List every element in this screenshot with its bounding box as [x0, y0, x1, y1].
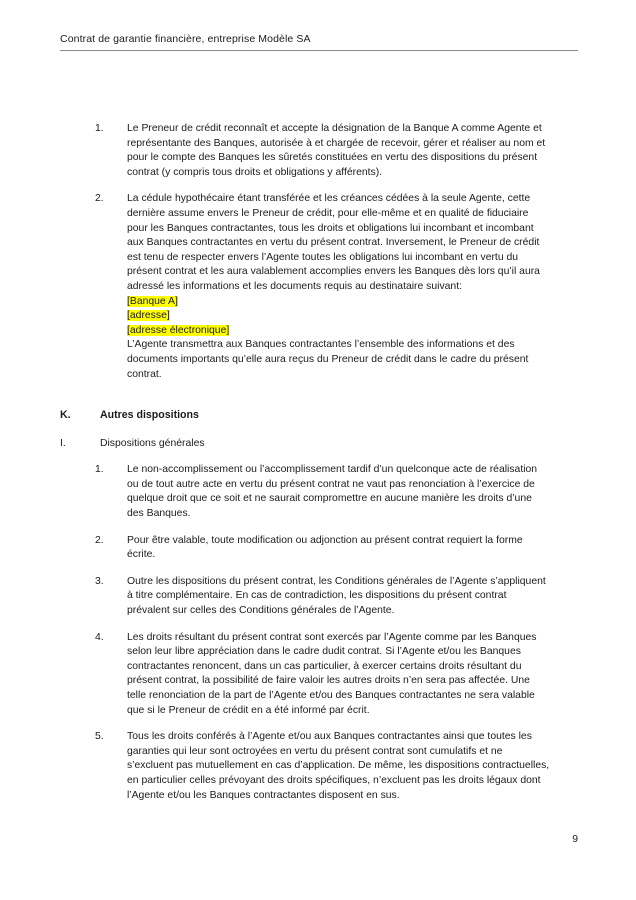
document-header — [60, 33, 578, 51]
clause-item — [95, 463, 550, 521]
clause-item — [95, 122, 550, 180]
clause-item — [95, 730, 550, 803]
header-title: Contrat de garantie financière, entreprise Modèle SA — [60, 33, 311, 45]
clause-number: 2. — [95, 193, 104, 205]
clause-number: 5. — [95, 731, 104, 743]
section-title: Autres dispositions — [100, 409, 199, 422]
clause-number: 3. — [95, 575, 104, 587]
clause-text-container — [127, 730, 550, 803]
clause-text: Les droits résultant du présent contrat sont exercés par l’Agente comme par les Banques selon leur libre appréciation dans le cadre dudit contrat. Si l’Agente et/ou les Banques contractantes renoncent, dans un cas particulier, à exercer certains droits résultant du présent contrat, la possibilité de faire valoir les autres droits n’en sera pas affectée. Une telle renonciation de la part de l’Agente et/ou des Banques contractantes ne sera valable que si le Preneur de crédit en a été informé par écrit. — [127, 631, 537, 716]
clause-item — [95, 631, 550, 719]
clause-number: 1. — [95, 464, 104, 476]
clause-text: Outre les dispositions du présent contrat, les Conditions générales de l’Agente s’appliquent à titre complémentaire. En cas de contradiction, les dispositions du présent contrat prévalent sur celles des Conditions générales de l’Agente. — [127, 575, 546, 617]
clause-text-continued: L’Agente transmettra aux Banques contractantes l’ensemble des informations et des documents importants qu’elle aura reçus du Preneur de crédit dans le cadre du présent contrat. — [127, 339, 529, 380]
highlighted-placeholder-address: [adresse] — [127, 310, 170, 322]
subsection-title: Dispositions générales — [100, 437, 205, 449]
clause-text-container — [127, 575, 550, 619]
clause-text-container — [127, 192, 550, 382]
highlighted-placeholder-bank: [Banque A] — [127, 295, 178, 307]
clause-text: Pour être valable, toute modification ou adjonction au présent contrat requiert la forme écrite. — [127, 534, 523, 561]
placeholder-line — [127, 309, 550, 324]
clause-text-container — [127, 534, 550, 563]
clause-text: La cédule hypothécaire étant transférée et les créances cédées à la seule Agente, cette dernière assume envers le Preneur de crédit, pour elle-même et en qualité de fiduciaire pour les Banques contractantes, tous les droits et obligations lui incombant et incombant aux Banques contractantes en vertu du présent contrat. Inversement, le Preneur de crédit est tenu de respecter envers l’Agente toutes les obligations lui incombant en vertu du présent contrat et les aura valablement accomplies envers les Banques dès lors qu’il aura adressé les informations et les documents requis au destinataire suivant: — [127, 193, 540, 292]
placeholder-line — [127, 324, 550, 339]
subsection-number: I. — [60, 437, 66, 449]
clause-text: Tous les droits conférés à l’Agente et/ou aux Banques contractantes ainsi que toutes les garanties qui leur sont octroyées en vertu du présent contrat sont cumulatifs et ne s’excluent pas mutuellement en cas d’application. De même, les dispositions contractuelles, en particulier celles prévoyant des droits spécifiques, n’excluent pas les droits légaux dont l’Agente et/ou les Banques contractantes disposent en sus. — [127, 731, 550, 801]
clause-text: Le Preneur de crédit reconnaît et accepte la désignation de la Banque A comme Agente et représentante des Banques, autorisée à et chargée de recevoir, gérer et réaliser au nom et pour le compte des Banques les sûretés constituées en vertu des dispositions du présent contrat (y compris tous droits et obligations y afférents). — [127, 123, 546, 178]
section-heading — [60, 408, 560, 423]
subsection-heading — [60, 437, 560, 452]
clause-text-container — [127, 122, 550, 180]
clause-item — [95, 575, 550, 619]
placeholder-line — [127, 295, 550, 310]
section-number: K. — [60, 409, 71, 422]
clause-text-container — [127, 631, 550, 719]
document-body — [0, 122, 636, 815]
highlighted-placeholder-email: [adresse électronique] — [127, 324, 230, 336]
clause-text: Le non-accomplissement ou l’accomplissement tardif d’un quelconque acte de réalisation ou de tout autre acte en vertu du présent contrat ne vaut pas renonciation à l’exercice de quelque droit que ce soit et ne saurait compromettre en aucune manière les droits d’une des Banques. — [127, 464, 538, 520]
clause-number: 1. — [95, 123, 104, 134]
page-number: 9 — [572, 834, 578, 845]
clause-text-container — [127, 463, 550, 521]
clause-item — [95, 534, 550, 563]
clause-number: 2. — [95, 534, 104, 546]
clause-number: 4. — [95, 631, 104, 643]
clause-item — [95, 192, 550, 382]
